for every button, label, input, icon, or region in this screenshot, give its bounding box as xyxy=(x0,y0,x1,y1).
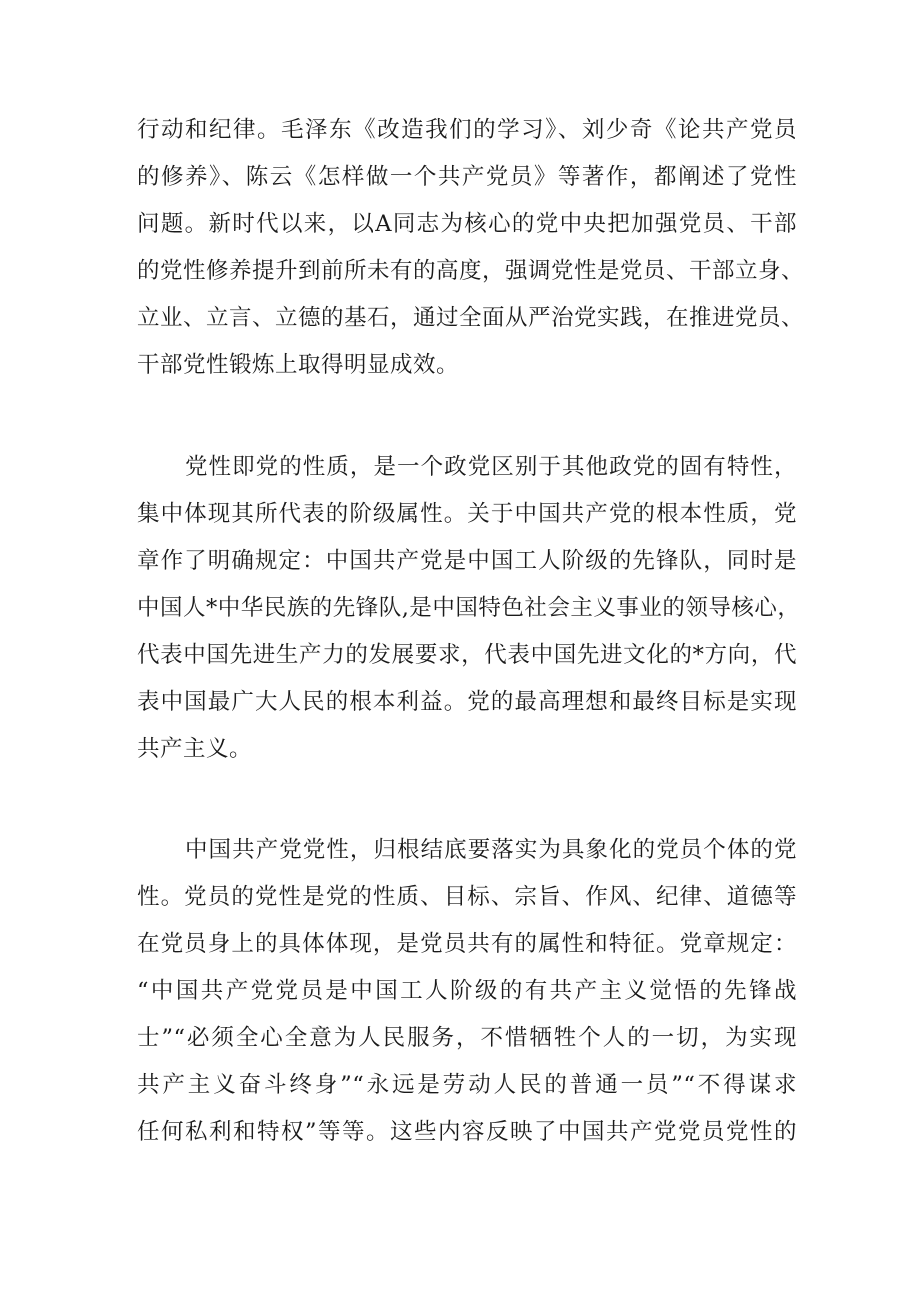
paragraph-line: “中国共产党党员是中国工人阶级的有共产主义觉悟的先锋战 xyxy=(137,978,797,1004)
paragraph-line: 的修养》、陈云《怎样做一个共产党员》等著作，都阐述了党性 xyxy=(137,164,797,190)
paragraph-line: 性。党员的党性是党的性质、目标、宗旨、作风、纪律、道德等 xyxy=(137,884,797,910)
paragraph-line: 中国人*中华民族的先锋队,是中国特色社会主义事业的领导核心， xyxy=(137,595,801,621)
paragraph-line: 共产主义奋斗终身”“永远是劳动人民的普通一员”“不得谋求 xyxy=(137,1072,797,1098)
paragraph-line: 在党员身上的具体体现，是党员共有的属性和特征。党章规定： xyxy=(137,931,797,957)
paragraph-line: 的党性修养提升到前所未有的高度，强调党性是党员、干部立身、 xyxy=(137,258,805,284)
paragraph-1 xyxy=(137,107,805,389)
paragraph-line: 任何私利和特权”等等。这些内容反映了中国共产党党员党性的 xyxy=(137,1119,797,1145)
paragraph-line: 干部党性锻炼上取得明显成效。 xyxy=(137,352,460,378)
paragraph-line: 问题。新时代以来，以A同志为核心的党中央把加强党员、干部 xyxy=(137,211,797,237)
paragraph-line: 行动和纪律。毛泽东《改造我们的学习》、刘少奇《论共产党员 xyxy=(137,117,797,143)
paragraph-line: 集中体现其所代表的阶级属性。关于中国共产党的根本性质，党 xyxy=(137,501,797,527)
paragraph-line: 章作了明确规定：中国共产党是中国工人阶级的先锋队，同时是 xyxy=(137,548,797,574)
paragraph-line: 代表中国先进生产力的发展要求，代表中国先进文化的*方向，代 xyxy=(137,642,797,668)
paragraph-2 xyxy=(137,444,801,773)
paragraph-line: 士”“必须全心全意为人民服务，不惜牺牲个人的一切，为实现 xyxy=(137,1025,797,1051)
paragraph-line: 共产主义。 xyxy=(137,736,253,762)
paragraph-3 xyxy=(137,827,797,1156)
paragraph-line: 中国共产党党性，归根结底要落实为具象化的党员个体的党 xyxy=(185,837,797,863)
paragraph-line: 党性即党的性质，是一个政党区别于其他政党的固有特性， xyxy=(185,454,797,480)
paragraph-line: 立业、立言、立德的基石，通过全面从严治党实践，在推进党员、 xyxy=(137,305,805,331)
paragraph-line: 表中国最广大人民的根本利益。党的最高理想和最终目标是实现 xyxy=(137,689,797,715)
